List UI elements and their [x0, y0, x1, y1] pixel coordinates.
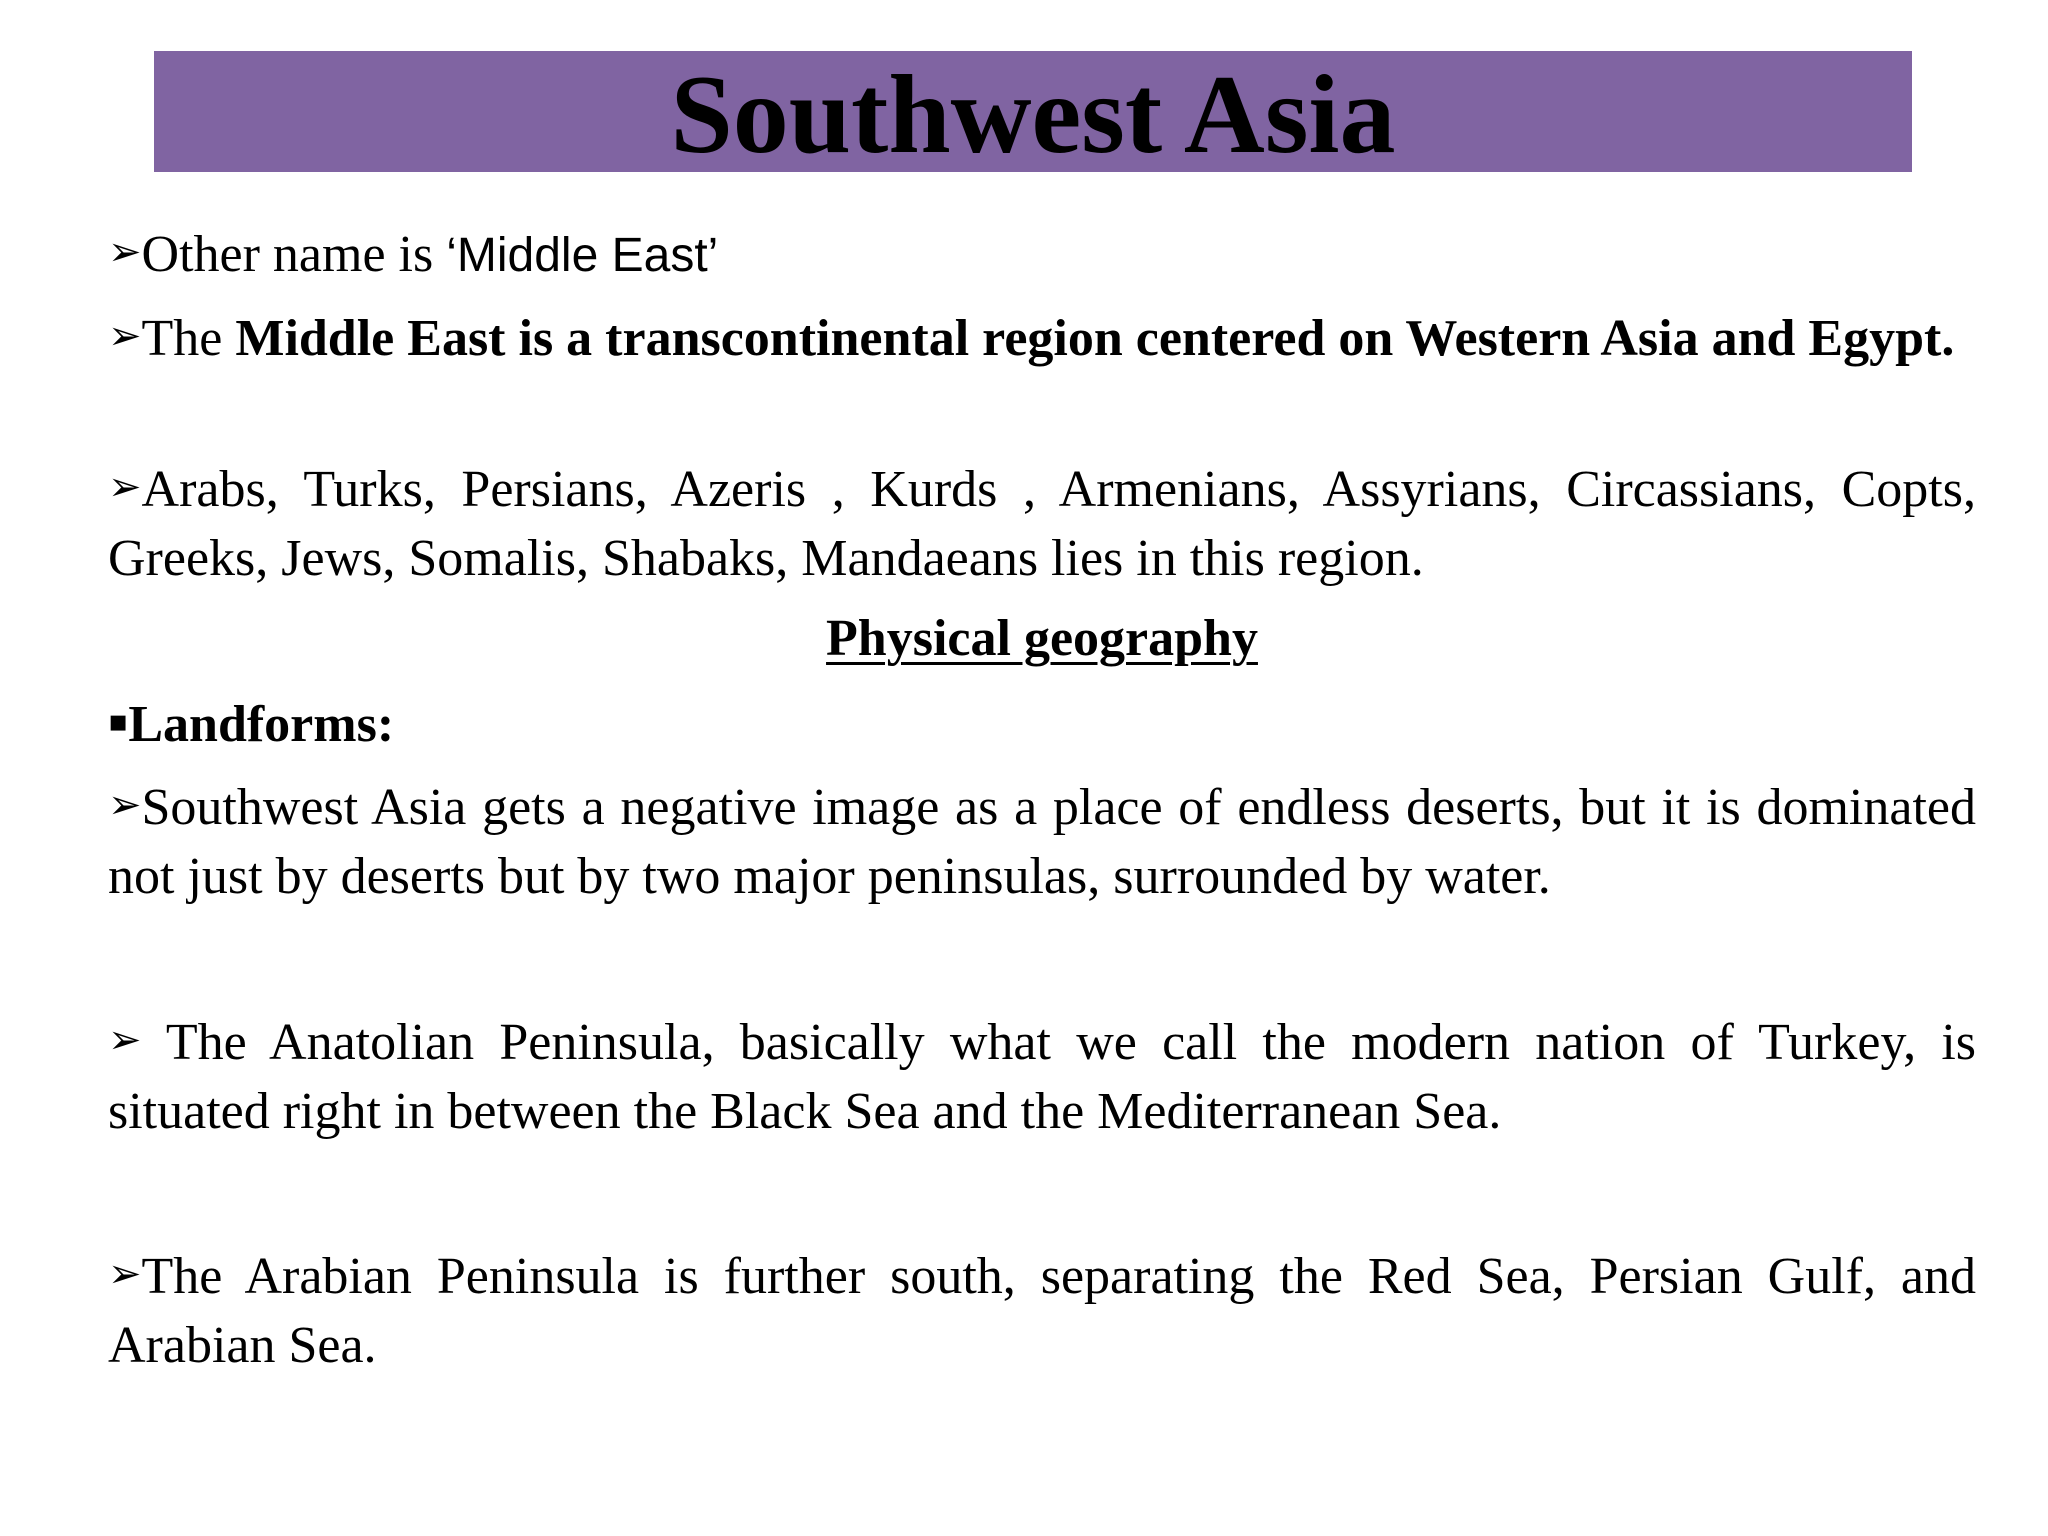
- slide-title: Southwest Asia: [670, 52, 1396, 177]
- bullet-other-name: [108, 218, 1976, 290]
- bullet-prefix: The: [141, 310, 236, 367]
- bullet-deserts: [108, 771, 1976, 911]
- bullet-text: The Anatolian Peninsula, basically what we call the modern nation of Turkey, is situated right in between the Black Sea and the Mediterranean Sea.: [108, 1014, 1976, 1140]
- square-bullet-icon: ▪: [108, 704, 129, 739]
- arrow-bullet-icon: ➢: [108, 313, 142, 359]
- bullet-peoples: [108, 453, 1976, 593]
- section-heading: Physical geography: [826, 610, 1258, 667]
- title-bar: [154, 51, 1912, 177]
- bullet-anatolian-peninsula: [108, 1006, 1976, 1146]
- bullet-text: The Arabian Peninsula is further south, separating the Red Sea, Persian Gulf, and Arabian Sea.: [108, 1248, 1976, 1374]
- bullet-bold-text: Middle East is a transcontinental region centered on Western Asia and Egypt.: [235, 310, 1955, 367]
- bullet-middle-east-definition: [108, 302, 1976, 373]
- bullet-text: Other name is: [141, 226, 447, 283]
- arrow-bullet-icon: ➢: [108, 1017, 142, 1063]
- subheading-landforms: Landforms:: [128, 696, 395, 753]
- arrow-bullet-icon: ➢: [108, 229, 142, 275]
- bullet-text: Southwest Asia gets a negative image as a place of endless deserts, but it is dominated not just by deserts but by two major peninsulas, surrounded by water.: [108, 779, 1976, 905]
- bullet-quoted-term: ‘Middle East’: [446, 229, 719, 282]
- bullet-arabian-peninsula: [108, 1240, 1976, 1380]
- section-heading-row: [108, 604, 1976, 673]
- bullet-text: Arabs, Turks, Persians, Azeris , Kurds , Armenians, Assyrians, Circassians, Copts, Greeks, Jews, Somalis, Shabaks, Mandaeans lies in this region.: [108, 461, 1976, 587]
- arrow-bullet-icon: ➢: [108, 782, 142, 828]
- subheading-row: [108, 687, 1976, 759]
- arrow-bullet-icon: ➢: [108, 1251, 142, 1297]
- arrow-bullet-icon: ➢: [108, 464, 142, 510]
